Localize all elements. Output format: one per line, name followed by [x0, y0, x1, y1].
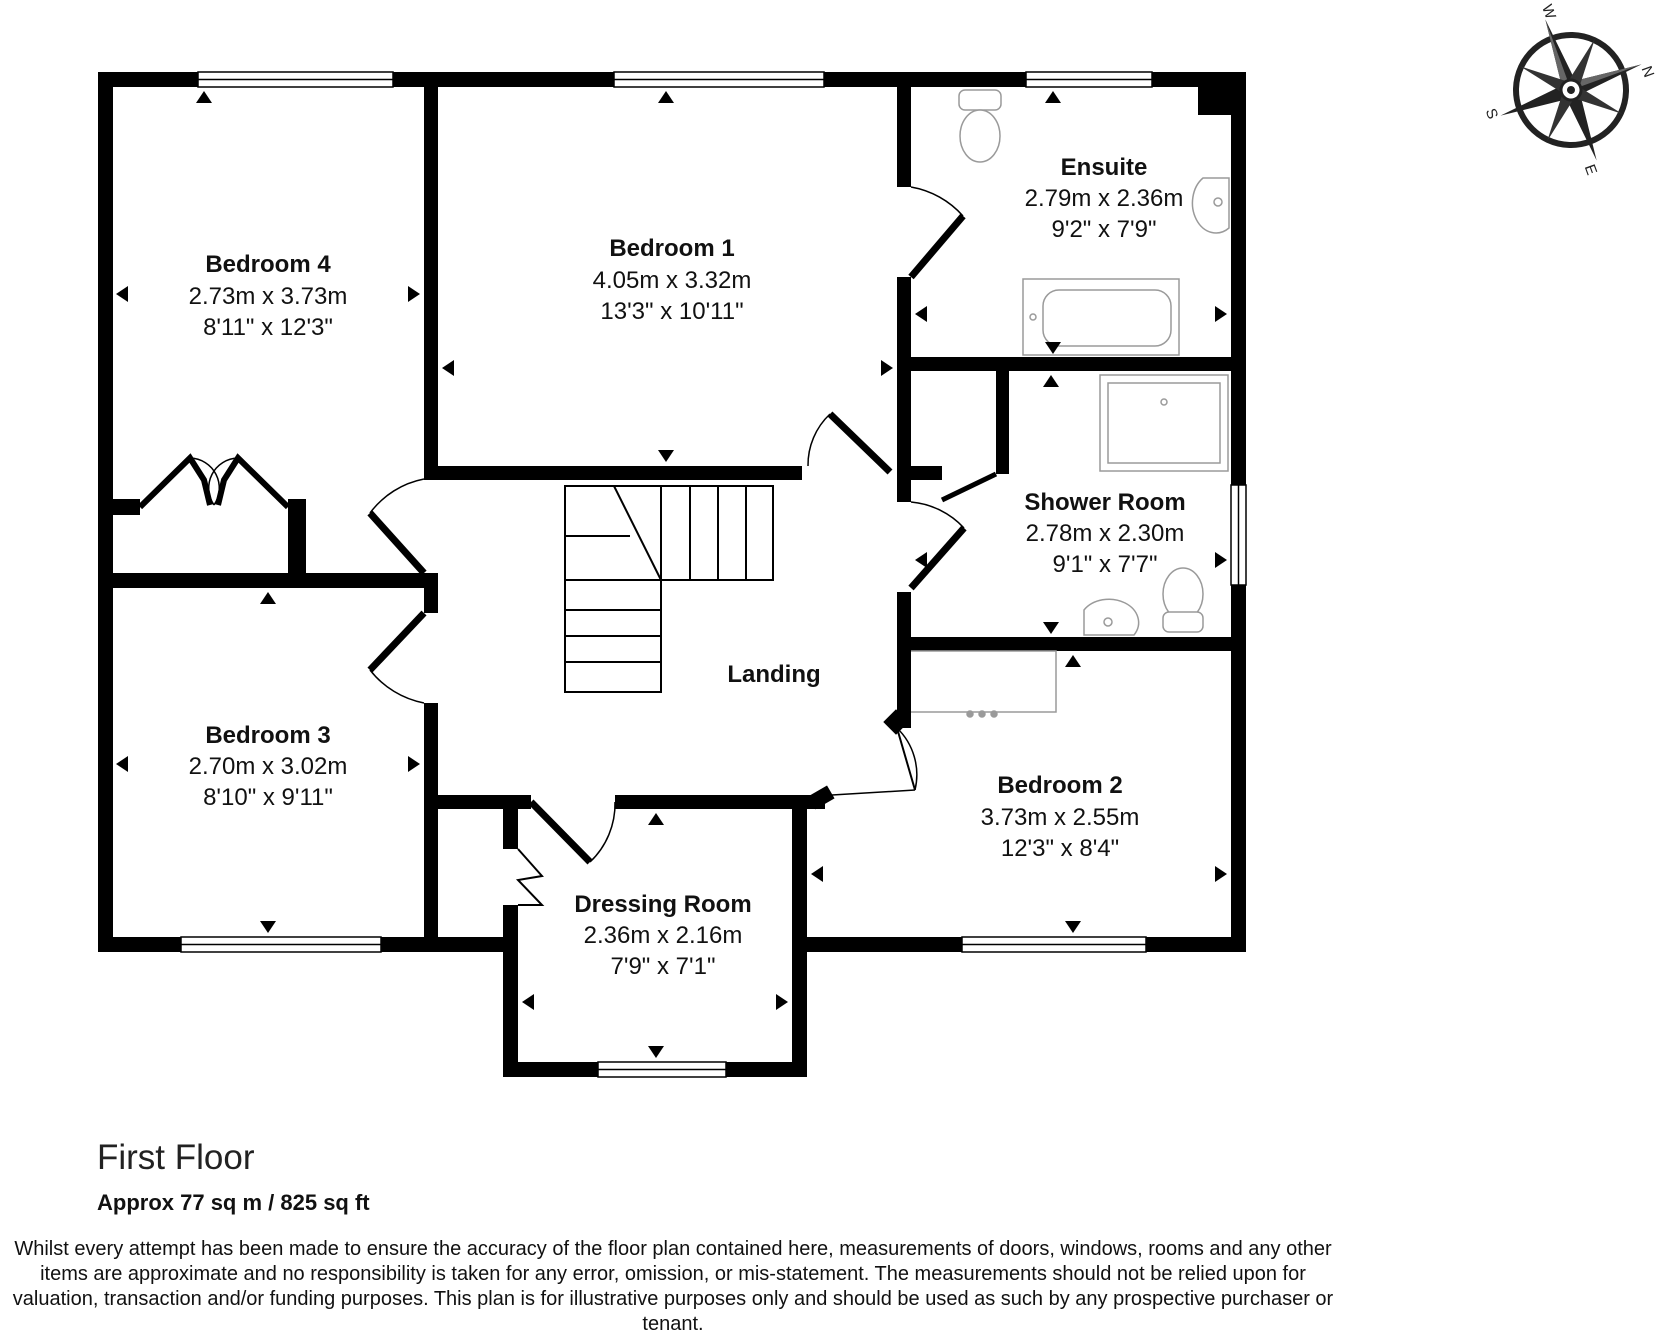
compass-west: W [1538, 2, 1559, 22]
basin-icon [1192, 178, 1229, 233]
room-name: Bedroom 2 [997, 772, 1123, 799]
room-ensuite [1025, 154, 1184, 243]
room-dimensions-imperial: 13'3" x 10'11" [600, 298, 744, 325]
room-name: Shower Room [1024, 489, 1186, 516]
room-dimensions-imperial: 8'11" x 12'3" [203, 314, 333, 341]
room-bedroom-1 [593, 235, 752, 325]
compass-east: E [1580, 162, 1601, 178]
room-dimensions-imperial: 9'1" x 7'7" [1052, 551, 1158, 578]
room-name: Bedroom 4 [205, 251, 331, 278]
compass-south: S [1481, 106, 1502, 122]
room-landing [727, 661, 820, 688]
room-dimensions-metric: 2.78m x 2.30m [1025, 520, 1185, 547]
room-name: Dressing Room [574, 891, 752, 918]
room-name: Ensuite [1060, 154, 1148, 181]
toilet-icon [959, 90, 1001, 162]
compass-rose-icon [1475, 0, 1661, 186]
wardrobe-icon [911, 651, 1056, 717]
floor-title: First Floor [97, 1138, 255, 1177]
room-shower-room [1024, 489, 1185, 578]
room-dimensions-metric: 2.79m x 2.36m [1024, 185, 1184, 212]
room-name: Landing [727, 661, 821, 688]
room-bedroom-4 [189, 251, 348, 341]
room-dimensions-metric: 2.70m x 3.02m [188, 753, 348, 780]
shower-tray-icon [1100, 375, 1228, 471]
room-dimensions-imperial: 12'3" x 8'4" [1000, 835, 1120, 862]
room-dressing-room [574, 891, 751, 980]
room-name: Bedroom 3 [205, 722, 331, 749]
room-name: Bedroom 1 [609, 235, 735, 262]
basin-icon [1084, 599, 1139, 635]
room-dimensions-metric: 2.73m x 3.73m [188, 283, 348, 310]
compass-north: N [1637, 63, 1658, 80]
room-bedroom-2 [981, 772, 1140, 862]
disclaimer-text: Whilst every attempt has been made to ensure the accuracy of the floor plan contained here, measurements of doors, windows, rooms and any other items are approximate and no responsibility is taken for any error, omission, or mis-statement. The measurements should not be relied upon for valuation, transaction and/or funding purposes. This plan is for illustrative purposes only and should be used as such by any prospective purchaser or tenant. [12, 1238, 1334, 1335]
room-dimensions-imperial: 7'9" x 7'1" [610, 953, 716, 980]
room-dimensions-metric: 2.36m x 2.16m [583, 922, 743, 949]
room-dimensions-imperial: 9'2" x 7'9" [1051, 216, 1157, 243]
room-dimensions-metric: 3.73m x 2.55m [980, 804, 1140, 831]
room-dimensions-imperial: 8'10" x 9'11" [203, 784, 333, 811]
toilet-icon [1163, 568, 1203, 632]
floor-area: Approx 77 sq m / 825 sq ft [97, 1190, 370, 1215]
room-bedroom-3 [189, 722, 348, 811]
room-dimensions-metric: 4.05m x 3.32m [592, 267, 752, 294]
